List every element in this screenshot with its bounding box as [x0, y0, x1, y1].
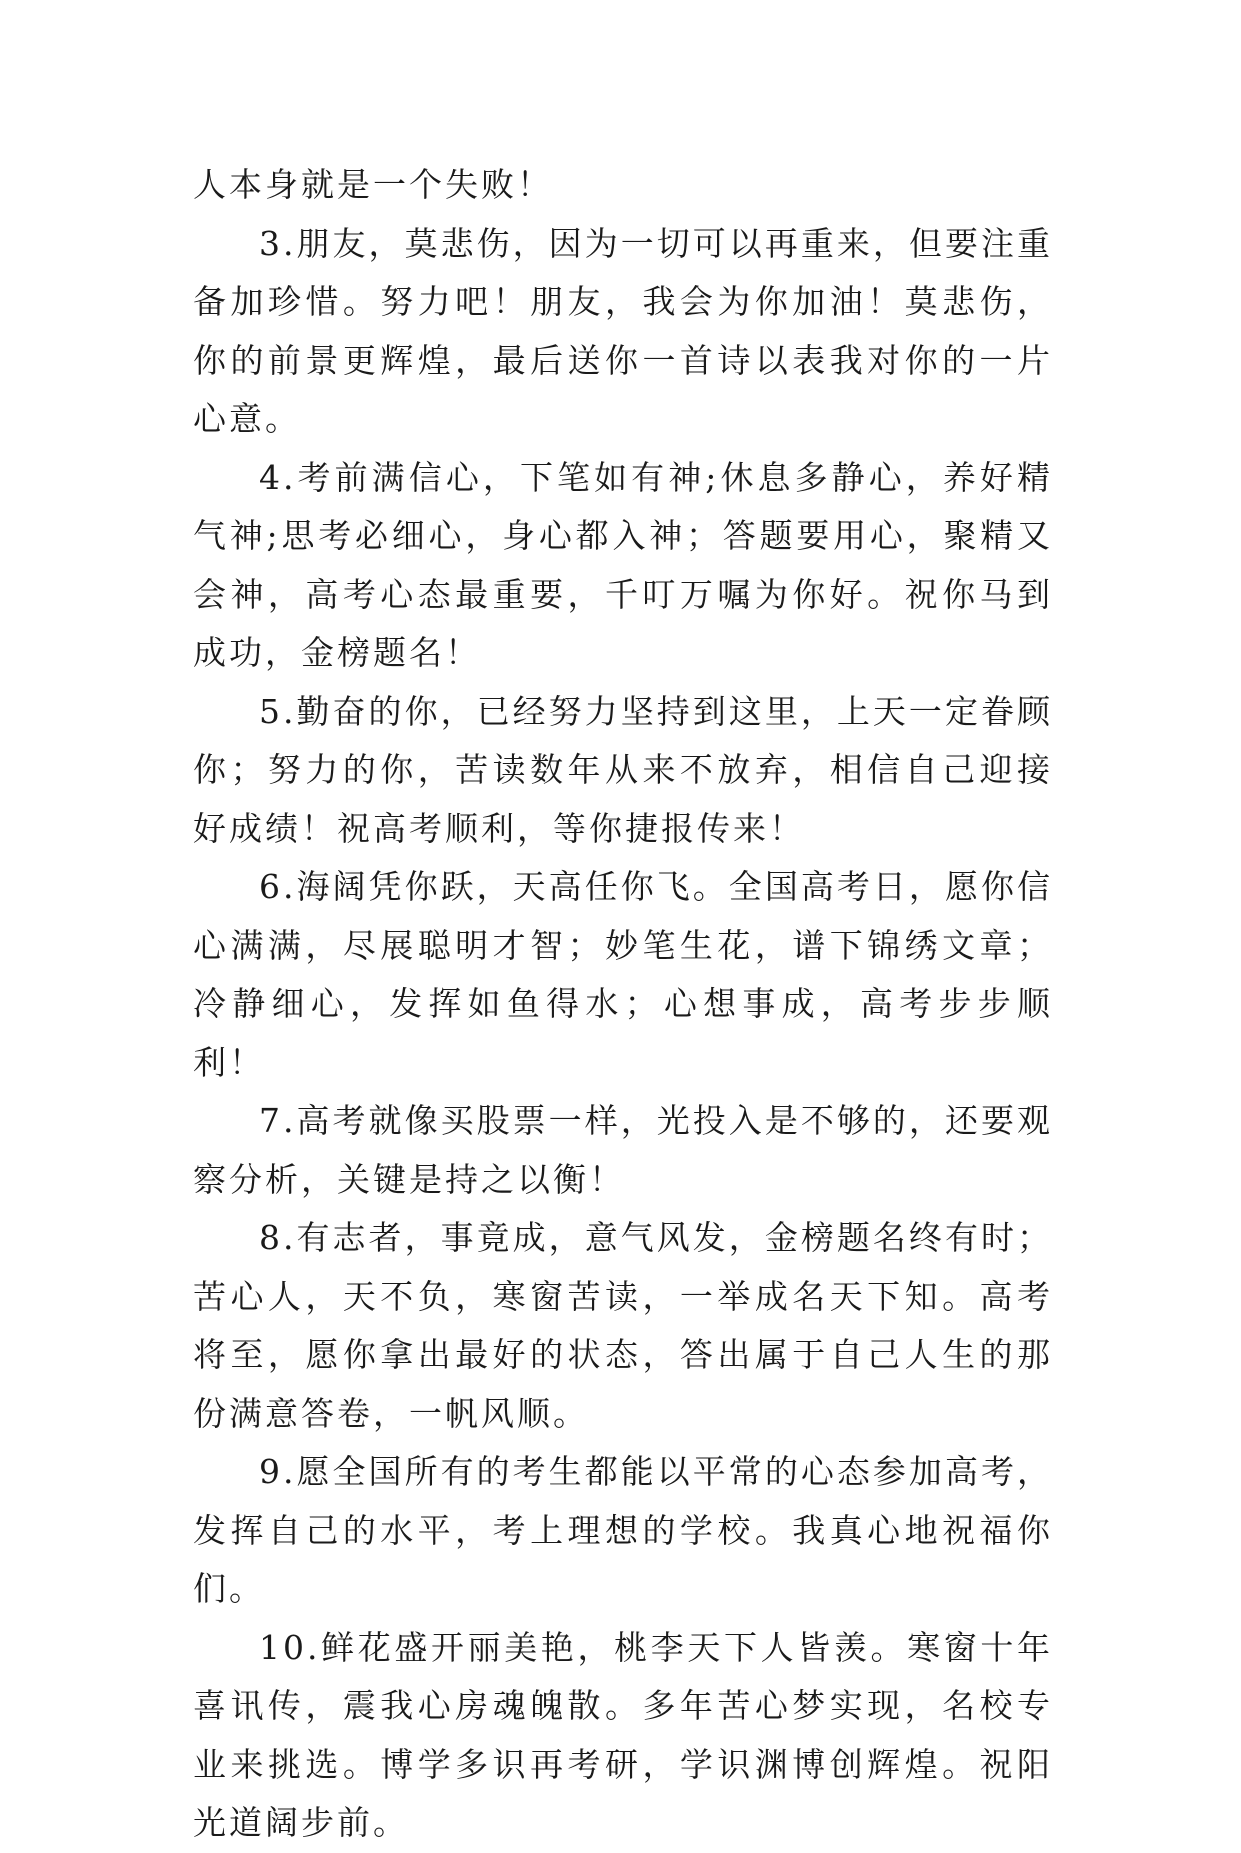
- paragraph-continuation: 人本身就是一个失败！: [193, 165, 553, 204]
- paragraph-item-10: 10.鲜花盛开丽美艳，桃李天下人皆羡。寒窗十年喜讯传，震我心房魂魄散。多年苦心梦实现，名校专业来挑选。博学多识再考研，学识渊博创辉煌。祝阳光道阔步前。: [193, 1627, 1053, 1842]
- paragraph-item-8: 8.有志者，事竟成，意气风发，金榜题名终有时；苦心人，天不负，寒窗苦读，一举成名天下知。高考将至，愿你拿出最好的状态，答出属于自己人生的那份满意答卷，一帆风顺。: [193, 1218, 1053, 1433]
- paragraph-item-3: 3.朋友，莫悲伤，因为一切可以再重来，但要注重备加珍惜。努力吧！朋友，我会为你加油！莫悲伤，你的前景更辉煌，最后送你一首诗以表我对你的一片心意。: [193, 223, 1053, 438]
- paragraph-item-7: 7.高考就像买股票一样，光投入是不够的，还要观察分析，关键是持之以衡！: [193, 1101, 1053, 1199]
- paragraph-item-4: 4.考前满信心，下笔如有神;休息多静心，养好精气神;思考必细心，身心都入神；答题要用心，聚精又会神，高考心态最重要，千叮万嘱为你好。祝你马到成功，金榜题名！: [193, 457, 1053, 672]
- paragraph-item-6: 6.海阔凭你跃，天高任你飞。全国高考日，愿你信心满满，尽展聪明才智；妙笔生花，谱下锦绣文章；冷静细心，发挥如鱼得水；心想事成，高考步步顺利！: [193, 867, 1053, 1082]
- paragraph-item-9: 9.愿全国所有的考生都能以平常的心态参加高考，发挥自己的水平，考上理想的学校。我真心地祝福你们。: [193, 1452, 1053, 1608]
- paragraph-item-5: 5.勤奋的你，已经努力坚持到这里，上天一定眷顾你；努力的你，苦读数年从来不放弃，相信自己迎接好成绩！祝高考顺利，等你捷报传来！: [193, 691, 1053, 848]
- body-text: [193, 156, 1053, 1853]
